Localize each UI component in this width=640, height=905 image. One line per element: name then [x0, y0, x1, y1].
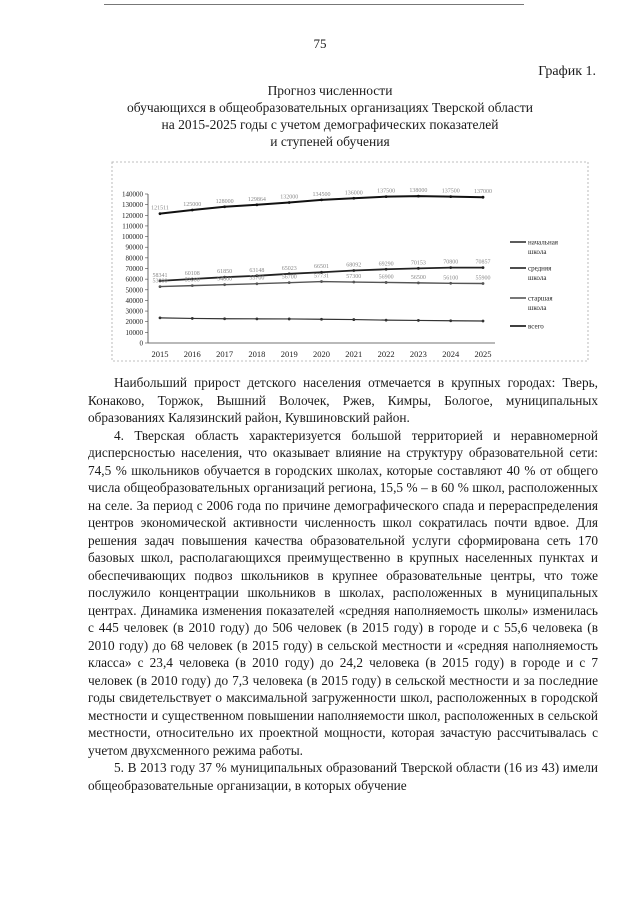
data-point — [482, 196, 485, 199]
data-label: 137500 — [377, 188, 396, 195]
data-label: 56100 — [443, 275, 459, 282]
data-label: 134500 — [312, 191, 331, 198]
data-point — [449, 319, 452, 322]
data-label: 132000 — [280, 194, 299, 201]
figure-title-line: и ступеней обучения — [270, 134, 390, 149]
x-tick-label: 2016 — [183, 349, 201, 359]
data-point — [288, 201, 291, 204]
data-label: 70800 — [443, 259, 459, 266]
data-point — [159, 212, 162, 215]
y-tick-label: 60000 — [125, 275, 143, 284]
data-point — [256, 282, 259, 285]
data-label: 69290 — [378, 261, 394, 268]
data-point — [449, 266, 452, 269]
data-label: 138000 — [409, 188, 428, 195]
legend-label: всего — [528, 322, 544, 331]
data-point — [417, 319, 420, 322]
x-tick-label: 2018 — [248, 349, 266, 359]
data-label: 55900 — [475, 275, 491, 282]
data-label: 128000 — [215, 198, 234, 205]
data-label: 121511 — [151, 205, 169, 212]
data-point — [352, 269, 355, 272]
y-tick-label: 140000 — [122, 190, 143, 199]
data-label: 63148 — [249, 267, 265, 274]
data-label: 60108 — [184, 271, 200, 278]
data-point — [159, 285, 162, 288]
data-label: 56900 — [378, 274, 394, 281]
chart-svg — [110, 160, 590, 365]
figure-title-line: Прогноз численности — [267, 83, 393, 98]
y-tick-label: 100000 — [122, 233, 143, 242]
x-tick-label: 2017 — [216, 349, 234, 359]
y-tick-label: 20000 — [125, 318, 143, 327]
y-tick-label: 130000 — [122, 201, 143, 210]
data-point — [223, 283, 226, 286]
x-tick-label: 2015 — [151, 349, 169, 359]
figure-title-line: на 2015-2025 годы с учетом демографических показателей — [161, 117, 499, 132]
data-label: 70153 — [410, 260, 426, 267]
data-label: 58341 — [152, 272, 168, 279]
legend-label: школа — [528, 248, 547, 256]
x-tick-label: 2023 — [409, 349, 427, 359]
figure-title — [60, 82, 600, 150]
figure-title-line: обучающихся в общеобразовательных организациях Тверской области — [127, 100, 533, 115]
data-label: 55700 — [249, 275, 265, 282]
paragraph: Наибольший прирост детского населения отмечается в крупных городах: Тверь, Конаково, Торжок, Вышний Волочек, Ржев, Кимры, Бологое, муниципальных образованиях Калязинский район, Кувшиновский район. — [88, 375, 598, 425]
data-label: 56500 — [410, 274, 426, 281]
data-point — [449, 195, 452, 198]
data-label: 70857 — [475, 259, 491, 266]
data-point — [482, 320, 485, 323]
y-tick-label: 70000 — [125, 265, 143, 273]
data-point — [320, 318, 323, 321]
data-point — [352, 197, 355, 200]
y-tick-label: 10000 — [125, 328, 143, 337]
data-label: 66501 — [314, 264, 329, 271]
top-scan-rule — [104, 4, 524, 5]
x-tick-label: 2025 — [474, 349, 492, 359]
data-label: 56700 — [281, 274, 297, 281]
y-tick-label: 50000 — [125, 286, 143, 295]
x-tick-label: 2020 — [313, 349, 330, 359]
data-label: 136000 — [344, 190, 363, 197]
data-point — [288, 281, 291, 284]
data-point — [159, 316, 162, 319]
data-label: 57300 — [346, 274, 362, 281]
data-point — [449, 282, 452, 285]
data-label: 129864 — [247, 196, 266, 203]
x-tick-label: 2021 — [345, 349, 363, 359]
page-number: 75 — [313, 36, 327, 51]
data-point — [417, 281, 420, 284]
data-point — [256, 317, 259, 320]
data-label: 61850 — [217, 269, 233, 276]
y-tick-label: 30000 — [125, 307, 143, 316]
body-text — [88, 374, 598, 794]
y-tick-label: 120000 — [122, 211, 143, 220]
data-point — [385, 195, 388, 198]
forecast-line-chart — [110, 160, 590, 365]
data-point — [223, 317, 226, 320]
data-label: 65023 — [281, 265, 297, 272]
data-point — [288, 318, 291, 321]
data-point — [385, 319, 388, 322]
x-tick-label: 2022 — [377, 349, 395, 359]
data-point — [256, 203, 259, 206]
data-label: 53000 — [152, 278, 168, 285]
data-point — [385, 268, 388, 271]
data-label: 137500 — [441, 188, 460, 195]
data-point — [417, 267, 420, 270]
paragraph: 4. Тверская область характеризуется большой территорией и неравномерной дисперсностью населения, что оказывает влияние на структуру образовательной сети: 74,5 % школьников обучается в городских школах, которые составляют 40 % от общего числа общеобразовательных организаций региона, 15,5 % – в 60 % школ, расположенных на селе. За период с 2006 года по причине демографического спада и перераспределения центров экономической активности численность школ сократилась почти вдвое. Для решения задач повышения качества образовательной услуги сформирована сеть 170 базовых школ, располагающихся преимущественно в крупных населенных пунктах и обеспечивающих подвоз школьников в крупнее образовательные центры, что тоже послужило концентрации школьников в школах, расположенных в муниципальных центрах. Динамика изменения показателей «средняя наполняемость школы» изменилась с 445 человек (в 2010 году) до 506 человек (в 2015 году) в городе и с 55,6 человека (в 2010 году) до 68 человек (в 2015 году) в сельской местности и «средняя наполняемость класса» с 23,4 человека (в 2010 году) до 24,2 человека (в 2015 году) в городе и с 7 человек (в 2010 году) до 7,3 человека (в 2015 году) в сельской местности и за последние годы свидетельствует о максимальной загруженности школ, расположенных в городской местности и существенном повышении наполняемости школ, расположенных в сельской местности, относительно их проектной мощности, которая зачастую рассчитывалась с учетом двухсменного режима работы. — [88, 427, 598, 758]
x-tick-label: 2024 — [442, 349, 460, 359]
data-point — [352, 281, 355, 284]
data-point — [320, 280, 323, 283]
data-label: 54800 — [217, 276, 233, 283]
y-tick-label: 80000 — [125, 254, 143, 263]
data-point — [191, 284, 194, 287]
data-point — [482, 266, 485, 269]
legend-label: старшая — [528, 294, 553, 303]
figure-label: График 1. — [538, 64, 596, 79]
legend-label: школа — [528, 304, 547, 312]
data-point — [191, 209, 194, 212]
data-label: 57731 — [314, 273, 329, 280]
paragraph: 5. В 2013 году 37 % муниципальных образований Тверской области (16 из 43) имели общеобразовательные организации, в которых обучение — [88, 760, 598, 793]
data-point — [417, 195, 420, 198]
x-tick-label: 2019 — [280, 349, 298, 359]
data-label: 53900 — [184, 277, 200, 284]
legend-label: школа — [528, 274, 547, 282]
y-tick-label: 40000 — [125, 296, 143, 305]
y-tick-label: 110000 — [122, 222, 143, 231]
legend-label: средняя — [528, 264, 552, 273]
legend-label: начальная — [528, 238, 559, 247]
data-label: 125000 — [183, 201, 202, 208]
y-tick-label: 90000 — [125, 243, 143, 252]
data-point — [223, 205, 226, 208]
data-point — [191, 317, 194, 320]
data-point — [385, 281, 388, 284]
data-point — [320, 198, 323, 201]
data-label: 137000 — [474, 189, 492, 196]
data-point — [352, 318, 355, 321]
y-tick-label: 0 — [139, 339, 143, 348]
data-point — [482, 282, 485, 285]
data-label: 68092 — [346, 262, 362, 269]
